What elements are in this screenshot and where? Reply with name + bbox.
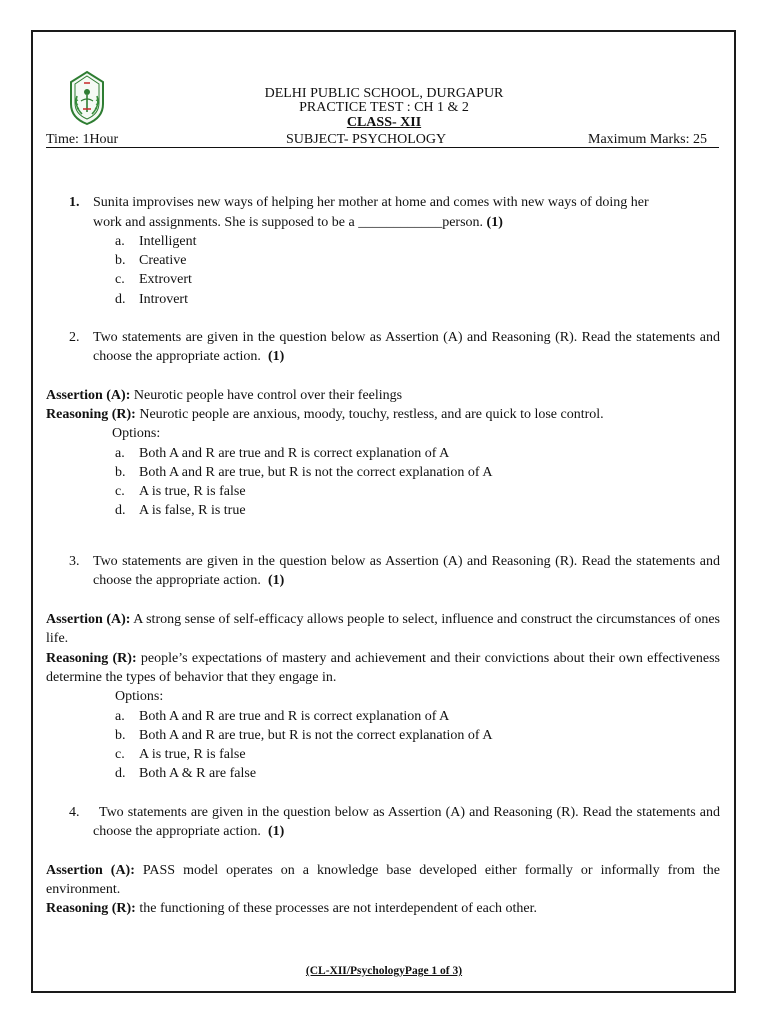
- q4-number: 4.: [69, 805, 80, 820]
- q4-marks: (1): [267, 824, 285, 840]
- q3-reasoning: Reasoning (R): people’s expectations of mastery and achievement and their convictions about their own effectiveness determine the types of behavior that they engage in.: [46, 651, 720, 686]
- q2-marks: (1): [267, 349, 285, 365]
- page-footer: (CL-XII/PsychologyPage 1 of 3): [305, 965, 463, 977]
- q4-stem: Two statements are given in the question below as Assertion (A) and Reasoning (R). Read the statements and choose the appropriate action. (1): [93, 805, 720, 840]
- q1-option-b: b. Creative: [115, 253, 187, 268]
- q2-options-label: Options:: [112, 426, 161, 441]
- q2-stem: Two statements are given in the question below as Assertion (A) and Reasoning (R). Read the statements and choose the appropriate action. (1): [93, 330, 720, 365]
- header-rule: [46, 147, 719, 148]
- q3-assertion: Assertion (A): A strong sense of self-efficacy allows people to select, influence and construct the circumstances of ones life.: [46, 612, 721, 647]
- page-border: [31, 30, 736, 993]
- max-marks-label: Maximum Marks: 25: [588, 132, 707, 147]
- school-name: DELHI PUBLIC SCHOOL, DURGAPUR: [264, 86, 504, 101]
- q3-option-d: d. Both A & R are false: [115, 766, 257, 781]
- q1-option-d: d. Introvert: [115, 292, 188, 307]
- class-label: CLASS- XII: [346, 115, 422, 130]
- q4-reasoning: Reasoning (R): the functioning of these processes are not interdependent of each other.: [46, 901, 538, 916]
- q3-option-a: a. Both A and R are true and R is correct explanation of A: [115, 709, 450, 724]
- subject-label: SUBJECT- PSYCHOLOGY: [286, 132, 447, 147]
- q1-line2: work and assignments. She is supposed to be a ____________person. (1): [93, 215, 503, 230]
- q3-number: 3.: [69, 554, 80, 569]
- q1-number: 1.: [69, 195, 80, 210]
- q3-option-b: b. Both A and R are true, but R is not the correct explanation of A: [115, 728, 493, 743]
- q2-reasoning: Reasoning (R): Neurotic people are anxious, moody, touchy, restless, and are quick to lose control.: [46, 407, 604, 422]
- q2-option-d: d. A is false, R is true: [115, 503, 246, 518]
- test-title: PRACTICE TEST : CH 1 & 2: [299, 100, 469, 115]
- q4-assertion: Assertion (A): PASS model operates on a knowledge base developed either formally or informally from the environment.: [46, 863, 721, 898]
- q1-marks: (1): [486, 215, 503, 230]
- q2-option-a: a. Both A and R are true and R is correct explanation of A: [115, 446, 450, 461]
- q1-option-c: c. Extrovert: [115, 272, 192, 287]
- q3-options-label: Options:: [115, 689, 164, 704]
- q1-option-a: a. Intelligent: [115, 234, 197, 249]
- q2-assertion: Assertion (A): Neurotic people have control over their feelings: [46, 388, 403, 403]
- q2-option-b: b. Both A and R are true, but R is not the correct explanation of A: [115, 465, 493, 480]
- q3-marks: (1): [267, 573, 285, 589]
- q2-option-c: c. A is true, R is false: [115, 484, 246, 499]
- q3-option-c: c. A is true, R is false: [115, 747, 246, 762]
- time-label: Time: 1Hour: [46, 132, 119, 147]
- q1-line1: Sunita improvises new ways of helping her mother at home and comes with new ways of doing her: [93, 195, 649, 210]
- q3-stem: Two statements are given in the question below as Assertion (A) and Reasoning (R). Read the statements and choose the appropriate action. (1): [93, 554, 720, 589]
- q2-number: 2.: [69, 330, 80, 345]
